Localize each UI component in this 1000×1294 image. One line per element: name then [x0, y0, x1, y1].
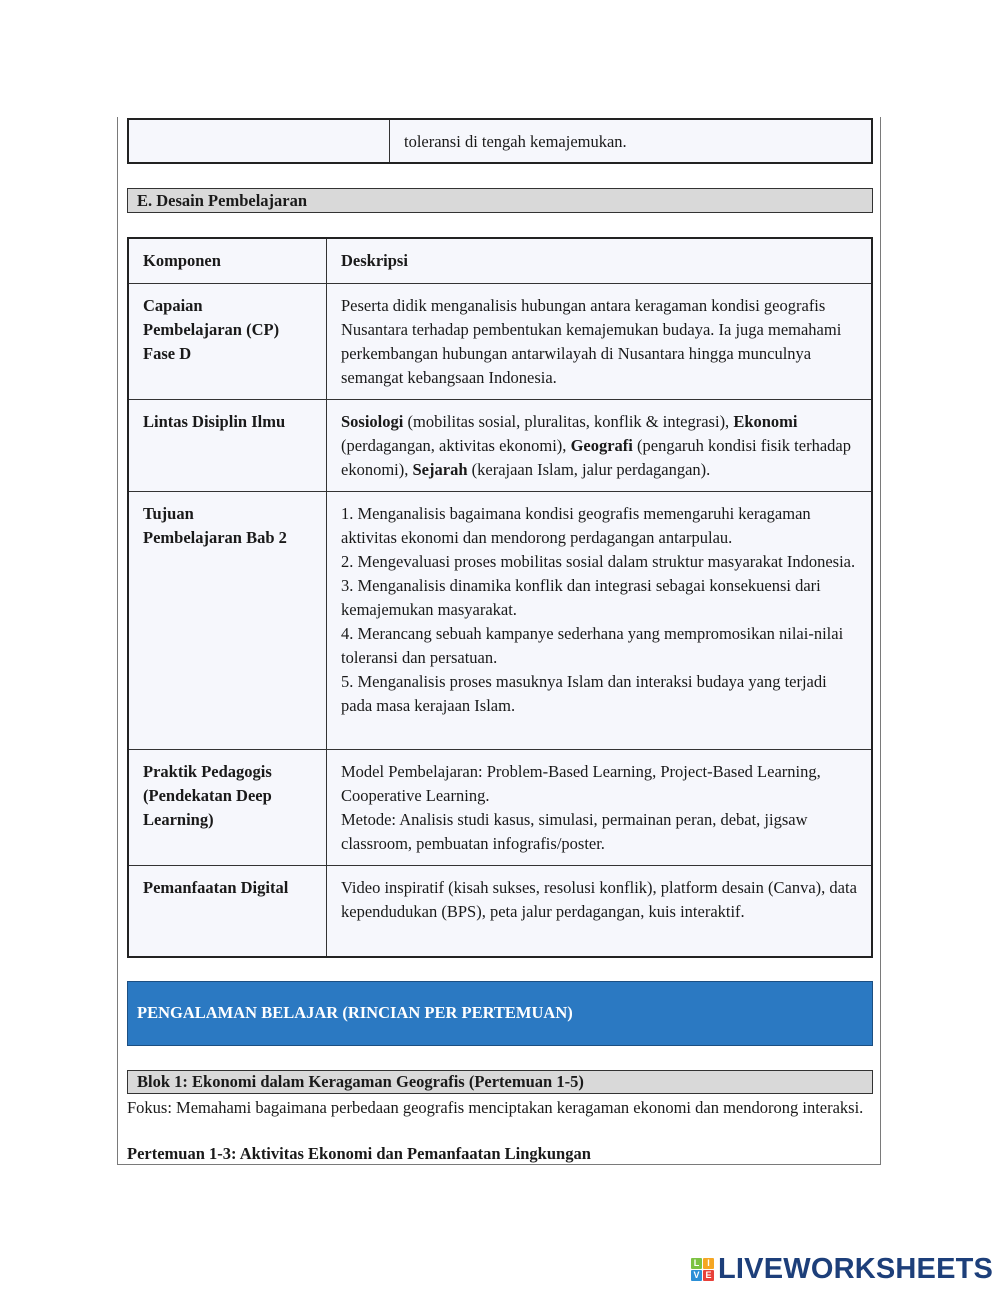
- live-tiles-icon: [691, 1258, 714, 1281]
- pedagogy-model: Model Pembelajaran: Problem-Based Learning, Project-Based Learning, Cooperative Learning.: [341, 761, 821, 805]
- objective-item: 1. Menganalisis bagaimana kondisi geografis memengaruhi keragaman aktivitas ekonomi dan mendorong perdagangan antarpulau.: [341, 503, 811, 547]
- continued-table-right-cell: toleransi di tengah kemajemukan.: [404, 132, 627, 151]
- block-1-heading: [127, 1070, 873, 1094]
- table-row: [128, 283, 872, 399]
- tile-e: E: [703, 1270, 714, 1281]
- header-deskripsi: Deskripsi: [327, 238, 873, 283]
- liveworksheets-logo: [691, 1252, 994, 1285]
- komponen-line: Fase D: [143, 343, 192, 363]
- objective-item: 5. Menganalisis proses masuknya Islam dan interaksi budaya yang terjadi pada masa kerajaan Islam.: [341, 671, 827, 715]
- komponen-line: Learning): [143, 809, 214, 829]
- table-row: [128, 491, 872, 749]
- row-lintas-komponen: Lintas Disiplin Ilmu: [128, 399, 327, 491]
- row-digital-deskripsi: Video inspiratif (kisah sukses, resolusi konflik), platform desain (Canva), data kependudukan (BPS), peta jalur perdagangan, kuis interaktif.: [327, 865, 873, 957]
- discipline-sejarah: Sejarah: [412, 459, 468, 479]
- banner-title: PENGALAMAN BELAJAR (RINCIAN PER PERTEMUAN): [137, 1003, 573, 1022]
- discipline-ekonomi: Ekonomi: [733, 411, 798, 431]
- meeting-title: Pertemuan 1-3: Aktivitas Ekonomi dan Pemanfaatan Lingkungan: [127, 1144, 591, 1163]
- tile-l: L: [691, 1258, 702, 1269]
- objective-item: 3. Menganalisis dinamika konflik dan integrasi sebagai konsekuensi dari kemajemukan masyarakat.: [341, 575, 821, 619]
- discipline-desc: (kerajaan Islam, jalur perdagangan).: [467, 459, 711, 479]
- discipline-desc: (pengaruh kondisi fisik terhadap ekonomi),: [341, 435, 851, 479]
- section-e-title: E. Desain Pembelajaran: [137, 191, 308, 210]
- logo-wordmark: LIVEWORKSHEETS: [718, 1252, 994, 1285]
- pedagogy-method: Metode: Analisis studi kasus, simulasi, permainan peran, debat, jigsaw classroom, pembuatan infografis/poster.: [341, 809, 808, 853]
- focus-paragraph: Fokus: Memahami bagaimana perbedaan geografis menciptakan keragaman ekonomi dan mendorong interaksi.: [127, 1098, 864, 1117]
- row-lintas-deskripsi: [327, 399, 873, 491]
- row-tujuan-deskripsi: [327, 491, 873, 749]
- table-row: [128, 865, 872, 957]
- section-e-heading: [127, 188, 873, 213]
- discipline-desc: (mobilitas sosial, pluralitas, konflik & integrasi),: [403, 411, 734, 431]
- discipline-geografi: Geografi: [570, 435, 633, 455]
- learning-experience-banner: [127, 981, 873, 1046]
- discipline-sosiologi: Sosiologi: [341, 411, 404, 431]
- table-row: [128, 749, 872, 865]
- row-cp-deskripsi: Peserta didik menganalisis hubungan antara keragaman kondisi geografis Nusantara terhadap pembentukan kemajemukan budaya. Ia juga memahami perkembangan hubungan antarwilayah di Nusantara hingga munculnya semangat kebangsaan Indonesia.: [327, 283, 873, 399]
- table-header-row: [128, 238, 872, 283]
- continued-table-left-cell: [129, 120, 390, 162]
- design-table: [127, 237, 873, 958]
- objective-item: 4. Merancang sebuah kampanye sederhana yang mempromosikan nilai-nilai toleransi dan persatuan.: [341, 623, 844, 667]
- continued-table: [127, 118, 873, 164]
- komponen-line: Pembelajaran (CP): [143, 319, 280, 339]
- tile-i: I: [703, 1258, 714, 1269]
- row-tujuan-komponen: [128, 491, 327, 749]
- komponen-line: Capaian: [143, 295, 203, 315]
- row-cp-komponen: [128, 283, 327, 399]
- komponen-line: (Pendekatan Deep: [143, 785, 272, 805]
- block-1-title: Blok 1: Ekonomi dalam Keragaman Geografis (Pertemuan 1-5): [137, 1072, 584, 1091]
- row-pedagogis-deskripsi: [327, 749, 873, 865]
- row-pedagogis-komponen: [128, 749, 327, 865]
- tile-v: V: [691, 1270, 702, 1281]
- komponen-line: Pembelajaran Bab 2: [143, 527, 287, 547]
- komponen-line: Praktik Pedagogis: [143, 761, 272, 781]
- table-row: [128, 399, 872, 491]
- komponen-line: Tujuan: [143, 503, 194, 523]
- discipline-desc: (perdagangan, aktivitas ekonomi),: [341, 435, 571, 455]
- row-digital-komponen: Pemanfaatan Digital: [128, 865, 327, 957]
- header-komponen: Komponen: [128, 238, 327, 283]
- objective-item: 2. Mengevaluasi proses mobilitas sosial dalam struktur masyarakat Indonesia.: [341, 551, 856, 571]
